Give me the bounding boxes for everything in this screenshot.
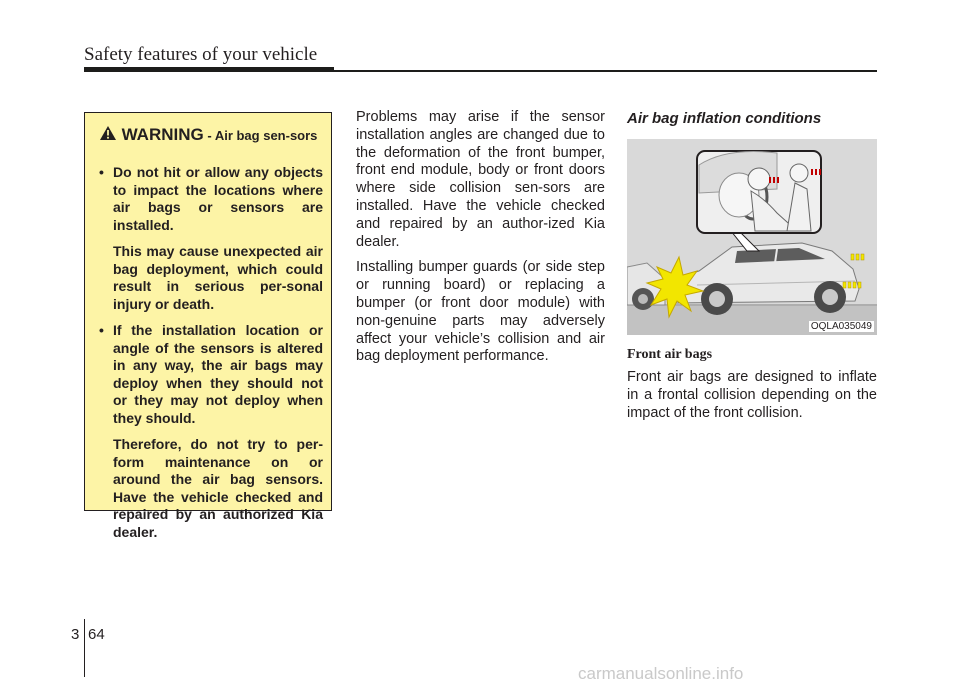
- footer-divider: [84, 619, 85, 677]
- warning-bullet: [99, 322, 323, 427]
- page-number: 64: [88, 626, 105, 643]
- body-paragraph: Problems may arise if the sensor installation angles are changed due to the deformation of the front bumper, front end module, body or front doors where side collision sen-sors are installed. Have the vehicle checked and repaired by an author-ized Kia dealer.: [356, 109, 605, 250]
- warning-bullet-text: Do not hit or allow any objects to impact the locations where air bags or sensors are installed.: [113, 164, 323, 233]
- warning-word: WARNING: [121, 125, 204, 144]
- bullet-dot: •: [99, 322, 104, 338]
- warning-title: [95, 125, 321, 144]
- crash-illustration-svg: [627, 139, 877, 335]
- header-rule-thick: [84, 67, 334, 72]
- front-air-bags-subheading: Front air bags: [627, 347, 713, 362]
- watermark: carmanualsonline.info: [578, 664, 744, 683]
- warning-subtitle: - Air bag sen-sors: [203, 128, 318, 143]
- warning-box: [84, 112, 332, 540]
- bullet-dot: •: [99, 164, 104, 180]
- column-2-body: [356, 109, 605, 374]
- warning-sub-paragraph: Therefore, do not try to per-form maintenance on or around the air bag sensors. Have the vehicle checked and repaired by an authorized Kia dealer.: [113, 436, 323, 540]
- warning-sub-paragraph: This may cause unexpected air bag deployment, which could result in serious per-sonal injury or death.: [113, 243, 323, 312]
- body-paragraph: Installing bumper guards (or side step or running board) or replacing a bumper (or front door module) with non-genuine parts may adversely affect your vehicle’s collision and air bag deployment performance.: [356, 259, 605, 365]
- warning-triangle-icon: [99, 125, 117, 141]
- header-rule-thin: [334, 70, 877, 72]
- airbag-illustration: [627, 139, 877, 335]
- warning-body: [99, 164, 323, 550]
- figure-caption: OQLA035049: [810, 321, 872, 332]
- page-header-title: Safety features of your vehicle: [84, 44, 318, 65]
- front-air-bags-text: Front air bags are designed to inflate in a frontal collision depending on the impact of the front collision.: [627, 369, 877, 421]
- section-heading: Air bag inflation conditions: [627, 110, 822, 127]
- warning-bullet-text: If the installation location or angle of the sensors is altered in any way, the air bags may deploy when they should not or they may not deploy when they should.: [113, 322, 323, 426]
- chapter-number: 3: [71, 626, 80, 643]
- warning-bullet: [99, 164, 323, 234]
